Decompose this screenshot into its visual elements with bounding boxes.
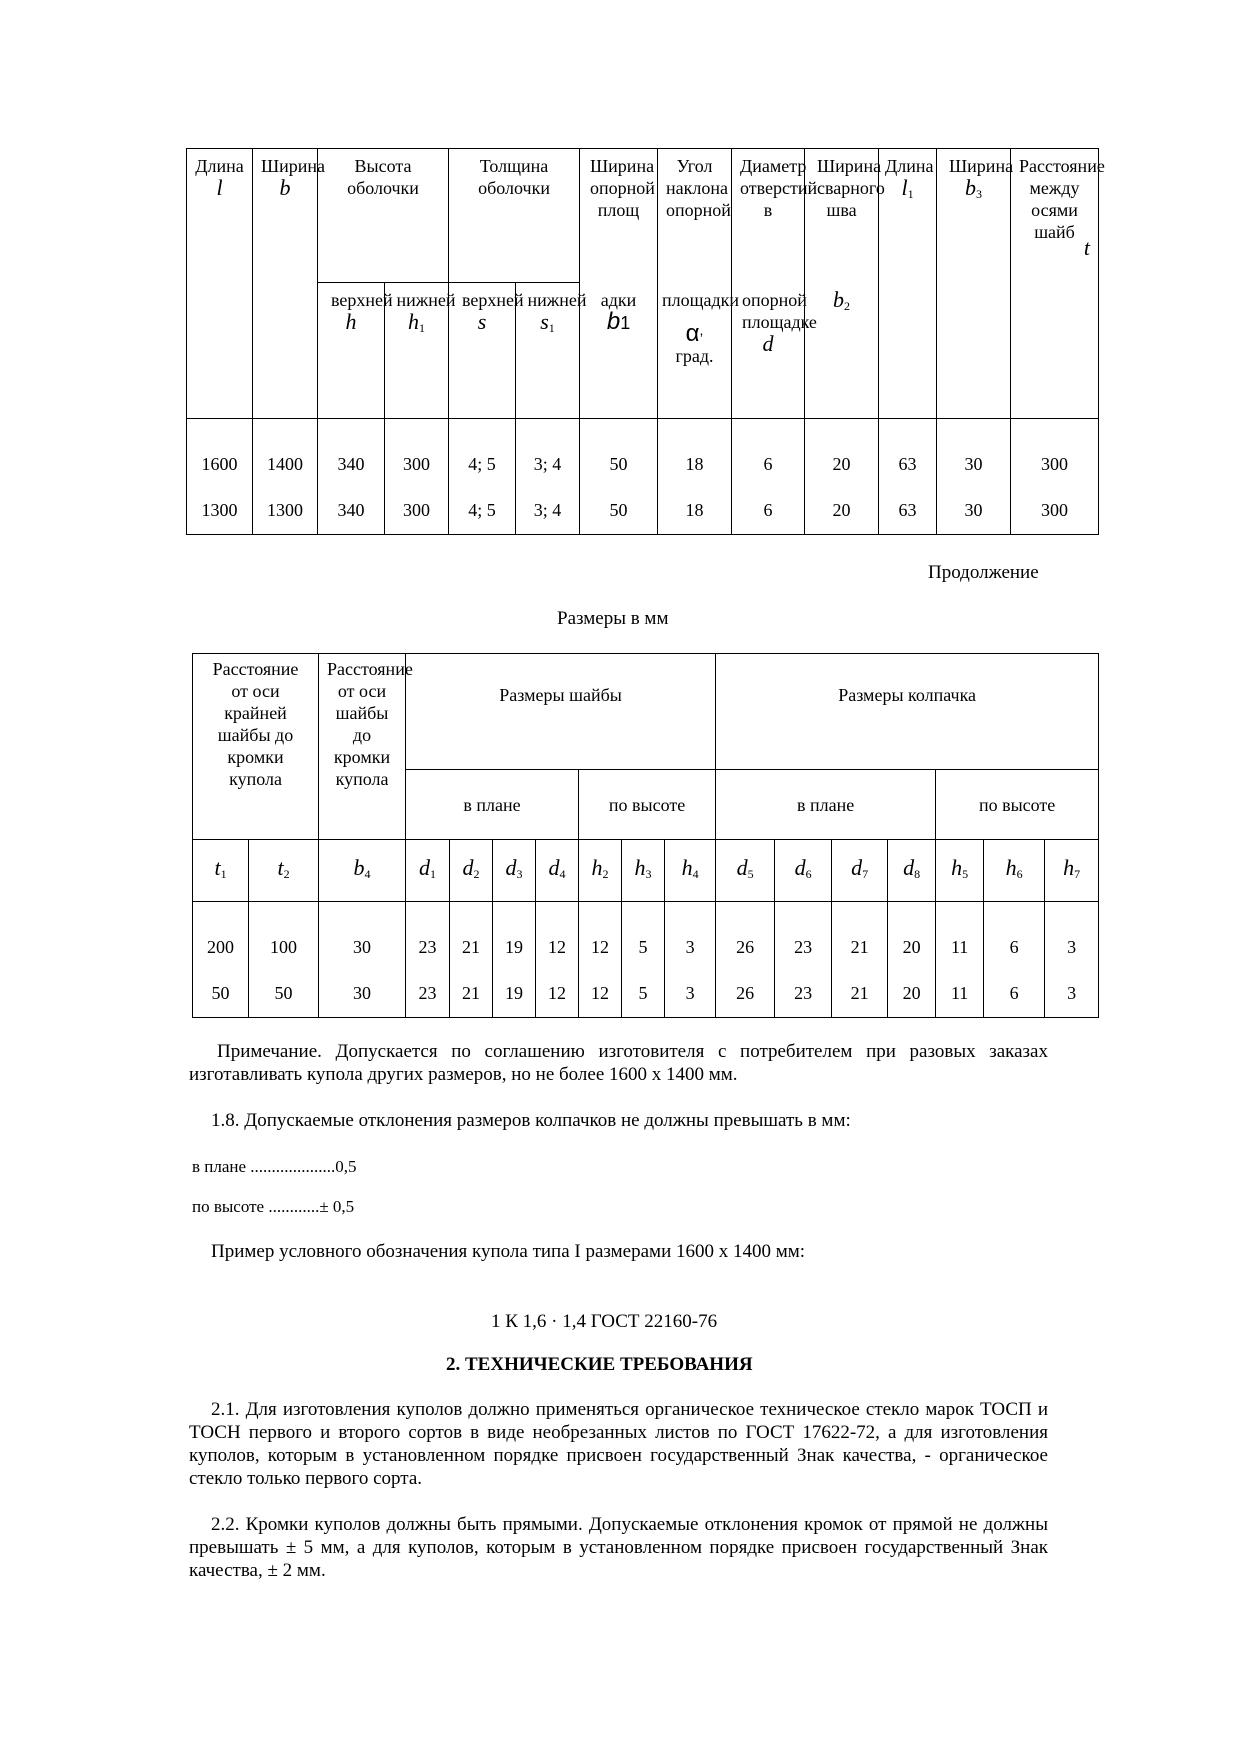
table1-data-rows: [187, 419, 1099, 535]
t2-col-h2: 12 12: [579, 902, 622, 1018]
table2-data-rows: [193, 902, 1099, 1018]
t2-col-d5: 26 26: [716, 902, 775, 1018]
units-caption: Размеры в мм: [557, 608, 669, 629]
header-cap-plan: в плане: [716, 770, 936, 840]
symbol-h7: $h_7$: [1045, 840, 1099, 902]
symbol-h1: $h_1$: [408, 309, 425, 335]
header-length: Длина l: [187, 149, 253, 419]
t2-col-h4: 3 3: [665, 902, 716, 1018]
header-washer-distance: Расстояние между осями шайб t: [1011, 149, 1099, 419]
symbol-l1: $l_1$: [901, 175, 914, 201]
header-washer-edge-distance: Расстояние от оси шайбы до кромки купола: [319, 654, 406, 840]
t2-col-h5: 11 11: [936, 902, 984, 1018]
t1-col-s1: 3; 4 3; 4: [516, 419, 580, 535]
header-angle-alpha: площадки α, град.: [658, 283, 732, 419]
section-title: 2. ТЕХНИЧЕСКИЕ ТРЕБОВАНИЯ: [446, 1354, 753, 1375]
symbol-d7: $d_7$: [832, 840, 888, 902]
item-1-8: 1.8. Допускаемые отклонения размеров колпачков не должны превышать в мм:: [211, 1110, 851, 1131]
symbol-d5: $d_5$: [716, 840, 775, 902]
symbol-d: d: [762, 330, 774, 356]
symbol-b2: $b_2$: [833, 286, 851, 313]
header-hole-diameter: Диаметр отверстий в: [732, 149, 805, 283]
t2-col-d1: 23 23: [406, 902, 450, 1018]
header-washer-height: по высоте: [579, 770, 716, 840]
header-weld-width-b2: [805, 283, 879, 419]
tolerance-height: по высоте ............± 0,5: [192, 1197, 355, 1216]
symbol-d2: $d_2$: [450, 840, 493, 902]
t1-col-d: 6 6: [732, 419, 805, 535]
header-weld-width: Ширина сварного шва: [805, 149, 879, 283]
header-hole-diameter-d: опорной площадке d: [732, 283, 805, 419]
symbol-h6: $h_6$: [984, 840, 1045, 902]
t2-col-h3: 5 5: [622, 902, 665, 1018]
header-washer-sizes: Размеры шайбы: [406, 654, 716, 770]
header-washer-plan: в плане: [406, 770, 579, 840]
symbol-h5: $h_5$: [936, 840, 984, 902]
header-edge-distance: Расстояние от оси крайней шайбы до кромки купола: [193, 654, 319, 840]
header-shell-thickness: Толщина оболочки: [449, 149, 580, 283]
symbol-s1: $s_1$: [540, 309, 555, 335]
t2-col-d3: 19 19: [493, 902, 536, 1018]
washer-cap-table: [192, 653, 1099, 1018]
header-upper-s: верхней s: [449, 283, 516, 419]
t2-col-d4: 12 12: [536, 902, 579, 1018]
t2-col-d8: 20 20: [888, 902, 936, 1018]
t1-col-alpha: 18 18: [658, 419, 732, 535]
t2-col-b4: 30 30: [319, 902, 406, 1018]
note-paragraph: Примечание. Допускается по соглашению изготовителя с потребителем при разовых заказах изготавливать купола других размеров, но не более 1600 х 1400 мм.: [189, 1041, 1048, 1085]
symbol-d8: $d_8$: [888, 840, 936, 902]
header-cap-sizes: Размеры колпачка: [716, 654, 1099, 770]
t2-col-t1: 200 50: [193, 902, 249, 1018]
symbol-l: l: [216, 175, 223, 200]
symbol-alpha: α,: [685, 319, 704, 347]
symbol-s: s: [477, 309, 487, 334]
header-support-width-b1: адки b1: [580, 283, 658, 419]
t1-col-b3: 30 30: [937, 419, 1011, 535]
header-upper-h: верхней h: [318, 283, 385, 419]
tolerance-plan: в плане ....................0,5: [192, 1157, 357, 1176]
designation: 1 К 1,6 · 1,4 ГОСТ 22160-76: [491, 1311, 718, 1332]
symbol-d6: $d_6$: [775, 840, 832, 902]
t2-col-h6: 6 6: [984, 902, 1045, 1018]
t1-col-length: 1600 1300: [187, 419, 253, 535]
t1-col-width: 1400 1300: [253, 419, 318, 535]
item-2-1: 2.1. Для изготовления куполов должно применяться органическое техническое стекло марок ТОСП и ТОСН первого и второго сортов в виде необрезанных листов по ГОСТ 17622-72, а для изготовления куполов, которым в установленном порядке присвоен государственный Знак качества, - органическое стекло только первого сорта.: [189, 1399, 1048, 1489]
symbol-h: h: [345, 309, 357, 334]
t1-col-h1: 300 300: [385, 419, 449, 535]
symbol-h4: $h_4$: [665, 840, 716, 902]
t1-col-b1: 50 50: [580, 419, 658, 535]
t1-col-b2: 20 20: [805, 419, 879, 535]
t1-col-t: 300 300: [1011, 419, 1099, 535]
symbol-b4: $b_4$: [319, 840, 406, 902]
t1-col-h: 340 340: [318, 419, 385, 535]
t2-col-d7: 21 21: [832, 902, 888, 1018]
symbol-d3: $d_3$: [493, 840, 536, 902]
t1-col-l1: 63 63: [879, 419, 937, 535]
symbol-d1: $d_1$: [406, 840, 450, 902]
main-dimensions-table: [186, 148, 1105, 535]
t2-col-d6: 23 23: [775, 902, 832, 1018]
t2-col-h7: 3 3: [1045, 902, 1099, 1018]
header-lower-s1: нижней $s_1$: [516, 283, 580, 419]
header-length-l1: Длина $l_1$: [879, 149, 937, 419]
header-width-b3: Ширина $b_3$: [937, 149, 1011, 419]
symbol-h3: $h_3$: [622, 840, 665, 902]
symbol-b1: b1: [606, 307, 631, 335]
t2-col-d2: 21 21: [450, 902, 493, 1018]
continuation-label: Продолжение: [928, 562, 1039, 583]
item-2-2: 2.2. Кромки куполов должны быть прямыми. Допускаемые отклонения кромок от прямой не должны превышать ± 5 мм, а для куполов, которым в установленном порядке присвоен государственный Знак качества, ± 2 мм.: [189, 1514, 1048, 1581]
symbol-t1: $t_1$: [193, 840, 249, 902]
header-lower-h1: нижней $h_1$: [385, 283, 449, 419]
symbol-t2: $t_2$: [249, 840, 319, 902]
t1-col-s: 4; 5 4; 5: [449, 419, 516, 535]
t2-col-t2: 100 50: [249, 902, 319, 1018]
header-angle: Угол наклона опорной: [658, 149, 732, 283]
header-cap-height: по высоте: [936, 770, 1099, 840]
header-shell-height: Высота оболочки: [318, 149, 449, 283]
symbol-d4: $d_4$: [536, 840, 579, 902]
header-width: Ширина b: [253, 149, 318, 419]
header-support-width: Ширина опорной площ: [580, 149, 658, 283]
symbol-b3: $b_3$: [965, 175, 983, 201]
symbol-b: b: [279, 175, 291, 200]
example-intro: Пример условного обозначения купола типа I размерами 1600 х 1400 мм:: [211, 1241, 806, 1262]
symbol-t: t: [1083, 235, 1091, 260]
symbol-h2: $h_2$: [579, 840, 622, 902]
table2-symbols-row: [193, 840, 1099, 902]
